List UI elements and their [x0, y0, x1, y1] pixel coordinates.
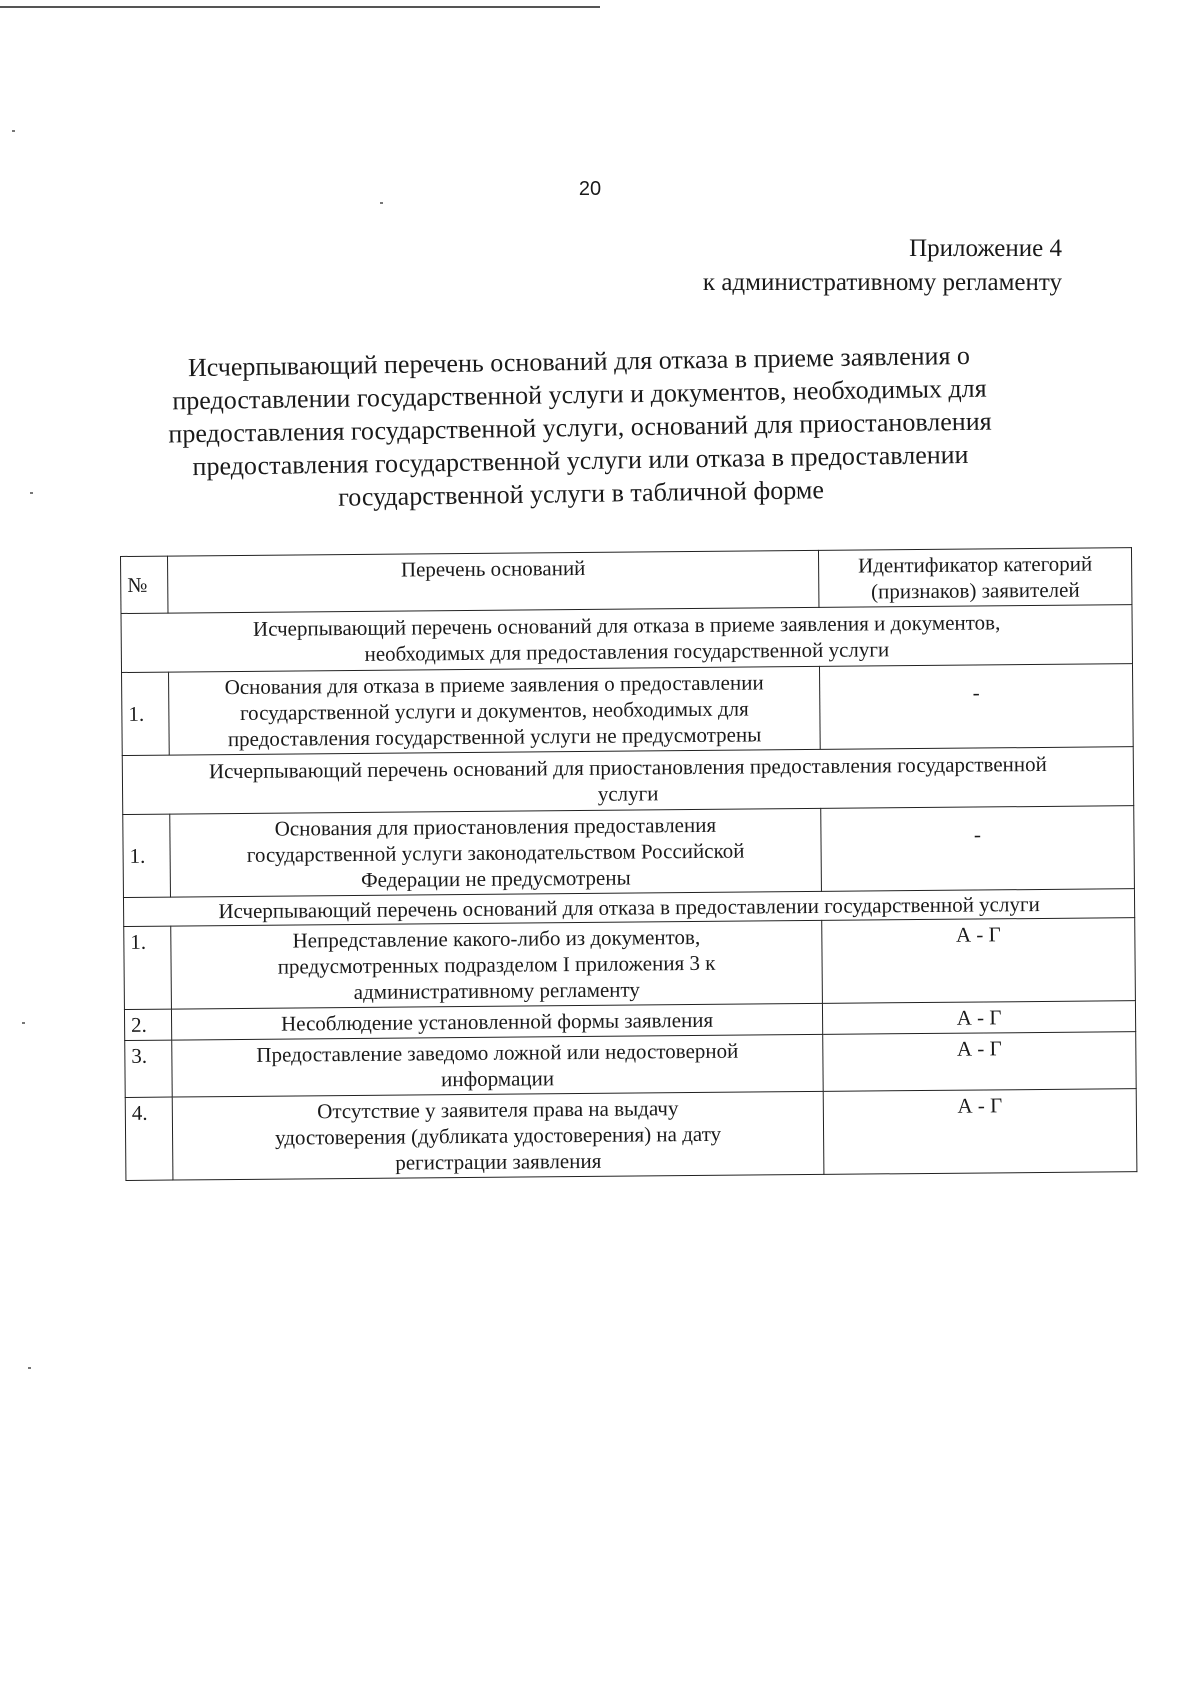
title-line: предоставлении государственной услуги и документов, необходимых для	[172, 373, 987, 416]
scan-speck	[22, 1022, 25, 1024]
section-heading-line: Исчерпывающий перечень оснований для отказа в приеме заявления и документов,	[252, 610, 1001, 641]
reason-line: Основания для отказа в приеме заявления о предоставлении	[224, 670, 764, 700]
reason-line: Федерации не предусмотрены	[360, 865, 631, 892]
row-category: -	[821, 806, 1135, 892]
reason-line: Предоставление заведомо ложной или недостоверной	[256, 1038, 739, 1067]
table-row	[125, 1089, 1137, 1181]
row-reason	[172, 1034, 823, 1097]
title-line: государственной услуги в табличной форме	[337, 475, 825, 512]
reason-line: государственной услуги законодательством Российской	[246, 838, 745, 867]
row-category: А - Г	[822, 1001, 1135, 1035]
scan-speck	[28, 1367, 31, 1369]
scan-edge-line	[0, 6, 600, 8]
header-number: №	[121, 556, 168, 613]
table-row	[123, 806, 1135, 898]
table-row	[125, 1032, 1136, 1098]
section-heading-line: Исчерпывающий перечень оснований для отказа в предоставлении государственной услуги	[218, 891, 1040, 924]
header-category-line: (признаков) заявителей	[870, 577, 1080, 604]
title-line: Исчерпывающий перечень оснований для отказа в приеме заявления о	[187, 340, 971, 383]
appendix-line-2: к административному регламенту	[702, 269, 1062, 296]
reason-line: Отсутствие у заявителя права на выдачу	[317, 1096, 679, 1124]
scan-speck	[380, 202, 383, 204]
title-line: предоставления государственной услуги, оснований для приостановления	[168, 406, 992, 449]
header-reasons: Перечень оснований	[168, 550, 819, 613]
section-heading-line: необходимых для предоставления государственной услуги	[364, 637, 890, 666]
appendix-line-1: Приложение 4	[909, 235, 1062, 262]
header-category-line: Идентификатор категорий	[857, 551, 1093, 578]
header-category	[818, 548, 1131, 608]
reason-line: государственной услуги и документов, необходимых для	[239, 696, 749, 725]
reason-line: регистрации заявления	[395, 1148, 602, 1175]
reason-line: информации	[440, 1066, 555, 1092]
row-category: А - Г	[823, 1089, 1137, 1175]
page-number: 20	[578, 178, 602, 200]
table-row	[124, 918, 1136, 1010]
section-heading-row	[121, 605, 1132, 673]
row-reason	[169, 666, 821, 755]
reason-line: Непредставление какого-либо из документов,	[292, 924, 701, 953]
row-category: -	[819, 664, 1133, 750]
reason-line: Основания для приостановления предоставления	[274, 812, 717, 841]
row-category: А - Г	[822, 918, 1136, 1004]
scan-speck	[12, 130, 15, 132]
row-reason	[171, 920, 823, 1009]
reason-line: административному регламенту	[353, 977, 640, 1004]
section-heading	[121, 605, 1132, 673]
title-line: предоставления государственной услуги или отказа в предоставлении	[192, 439, 969, 482]
appendix-header	[703, 232, 1062, 300]
row-number: 1.	[124, 926, 172, 1009]
row-reason	[170, 808, 822, 897]
section-heading	[122, 747, 1133, 815]
reason-line: предоставления государственной услуги не предусмотрены	[227, 722, 762, 752]
reason-line: предусмотренных подразделом I приложения 3 к	[277, 950, 716, 979]
grounds-table	[120, 547, 1137, 1181]
row-number: 1.	[122, 672, 170, 755]
section-heading-line: Исчерпывающий перечень оснований для приостановления предоставления государственной	[208, 751, 1047, 784]
row-reason	[172, 1091, 824, 1180]
section-heading-row	[122, 747, 1133, 815]
row-number: 3.	[125, 1040, 172, 1097]
table-header-row	[121, 548, 1132, 614]
scan-speck	[30, 492, 33, 494]
section-heading-line: услуги	[597, 781, 659, 806]
reason-line: удостоверения (дубликата удостоверения) на дату	[274, 1121, 722, 1150]
table-row	[122, 664, 1134, 756]
row-category: А - Г	[823, 1032, 1136, 1092]
row-number: 1.	[123, 814, 171, 897]
reason-line: Несоблюдение установленной формы заявления	[280, 1007, 714, 1036]
row-number: 4.	[125, 1097, 173, 1180]
document-title	[119, 338, 1041, 517]
row-number: 2.	[124, 1009, 171, 1040]
